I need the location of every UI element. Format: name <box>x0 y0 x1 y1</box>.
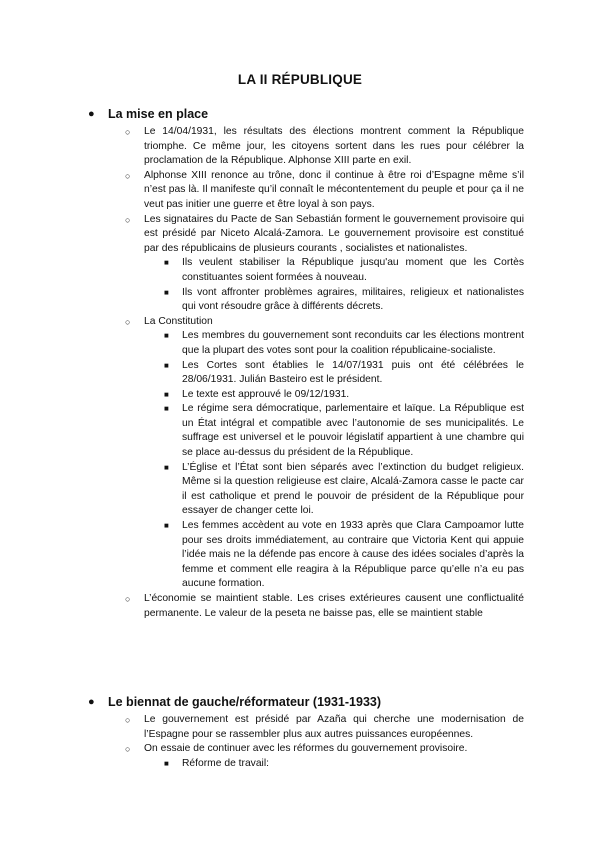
list-item <box>125 169 524 213</box>
sub-list-item <box>164 388 524 403</box>
sub-list-item-text: Le régime sera démocratique, parlementaire et laïque. La République est un État intégral et compatible avec l’autonomie de ses municipalités. Le suffrage est universel et le pouvoir législatif appartient à une chambre qui se place au-dessus du président de la République. <box>182 403 524 459</box>
hollow-circle-bullet-icon: ○ <box>125 170 131 181</box>
sub-bullet-list <box>164 329 524 592</box>
section-heading-text: La mise en place <box>108 107 209 121</box>
sub-list-item-text: L’Église et l’État sont bien séparés avec l’extinction du budget religieux. Même si la question religieuse est claire, Alcalá-Zamora casse le pacte car il est catholique et prend le pouvoir de président de la République pour essayer de changer cette loi. <box>182 461 524 517</box>
sub-list-item <box>164 461 524 519</box>
list-item-text: L’économie se maintient stable. Les crises extérieures causent une conflictualité permanente. Le valeur de la peseta ne baisse pas, elle se maintient stable <box>144 593 524 619</box>
hollow-circle-bullet-icon: ○ <box>125 715 131 725</box>
list-item-text: La Constitution <box>144 315 213 327</box>
sub-list-item <box>164 402 524 460</box>
square-bullet-icon: ■ <box>164 758 169 768</box>
sub-list-item <box>164 757 524 772</box>
sub-list-item <box>164 286 524 315</box>
page-title: LA II RÉPUBLIQUE <box>237 72 363 87</box>
sub-list-item <box>164 359 524 388</box>
bullet-dot-icon: ● <box>88 108 95 120</box>
section-heading-text: Le biennat de gauche/réformateur (1931-1933) <box>108 695 382 709</box>
list-item-text: Le gouvernement est présidé par Azaña qui cherche une modernisation de l’Espagne pour se rassembler plus aux autres puissances européennes. <box>144 714 524 740</box>
square-bullet-icon: ■ <box>164 462 169 472</box>
sub-list-item-text: Les membres du gouvernement sont reconduits car les élections montrent que la plupart des votes sont pour la coalition républicaine-socialiste. <box>182 330 524 356</box>
hollow-circle-bullet-icon: ○ <box>125 744 131 755</box>
sub-list-item <box>164 256 524 285</box>
bullet-list <box>125 125 524 621</box>
list-item <box>125 315 524 592</box>
list-item <box>125 742 524 771</box>
bullet-dot-icon: ● <box>88 696 95 708</box>
sub-list-item <box>164 329 524 358</box>
sub-list-item-text: Les Cortes sont établies le 14/07/1931 puis ont été célébrées le 28/06/1931. Julián Basteiro est le président. <box>182 359 524 386</box>
list-item-text: On essaie de continuer avec les réformes du gouvernement provisoire. <box>144 743 468 755</box>
hollow-circle-bullet-icon: ○ <box>125 316 131 327</box>
square-bullet-icon: ■ <box>164 360 169 370</box>
square-bullet-icon: ■ <box>164 287 169 297</box>
sub-list-item-text: Ils vont affronter problèmes agraires, militaires, religieux et nationalistes qui vont résoudre grâce à différents décrets. <box>182 286 524 313</box>
sub-bullet-list <box>164 256 524 314</box>
sub-list-item-text: Le texte est approuvé le 09/12/1931. <box>182 388 350 400</box>
hollow-circle-bullet-icon: ○ <box>125 127 131 137</box>
square-bullet-icon: ■ <box>164 331 169 341</box>
list-item <box>125 713 524 742</box>
square-bullet-icon: ■ <box>164 258 169 268</box>
section-heading <box>90 106 540 122</box>
sub-list-item <box>164 519 524 592</box>
section-mise-en-place <box>88 106 540 619</box>
bullet-list <box>125 713 524 771</box>
sub-bullet-list <box>164 757 524 772</box>
list-item-text: Les signataires du Pacte de San Sebastián forment le gouvernement provisoire qui est présidé par Niceto Alcalá-Zamora. Le gouvernement provisoire est constitué par des républicains de plusieurs courants , socialistes et nationalistes. <box>144 213 524 254</box>
list-item <box>125 592 524 621</box>
square-bullet-icon: ■ <box>164 404 169 414</box>
list-item <box>125 125 524 169</box>
sub-list-item-text: Réforme de travail: <box>182 757 269 769</box>
section-biennat-gauche <box>88 694 540 769</box>
section-heading <box>90 694 540 710</box>
square-bullet-icon: ■ <box>164 389 169 399</box>
hollow-circle-bullet-icon: ○ <box>125 214 131 225</box>
list-item-text: Le 14/04/1931, les résultats des élections montrent comment la République triomphe. Ce même jour, les citoyens sortent dans les rues pour célébrer la proclamation de la République. Alphonse XIII parte en exil. <box>144 126 524 167</box>
list-item <box>125 213 524 315</box>
hollow-circle-bullet-icon: ○ <box>125 594 131 604</box>
sub-list-item-text: Ils veulent stabiliser la République jusqu'au moment que les Cortès constituantes soient formées à nouveau. <box>182 257 524 283</box>
sub-list-item-text: Les femmes accèdent au vote en 1933 après que Clara Campoamor lutte pour ses droits immédiatement, au contraire que Victoria Kent qui appuie l’idée mais ne la défende pas encore à cause des idées sociales d’après la femme et comment elle reagira à la République parce qu’elle n’a eu pas aucune formation. <box>182 520 524 590</box>
list-item-text: Alphonse XIII renonce au trône, donc il continue à être roi d’Espagne même s’il n’est pas là. Il manifeste qu’il connaît le mécontentement du peuple et pour ça il ne veut pas initier une guerre et être loyal à son pays. <box>144 169 524 210</box>
square-bullet-icon: ■ <box>164 521 169 531</box>
